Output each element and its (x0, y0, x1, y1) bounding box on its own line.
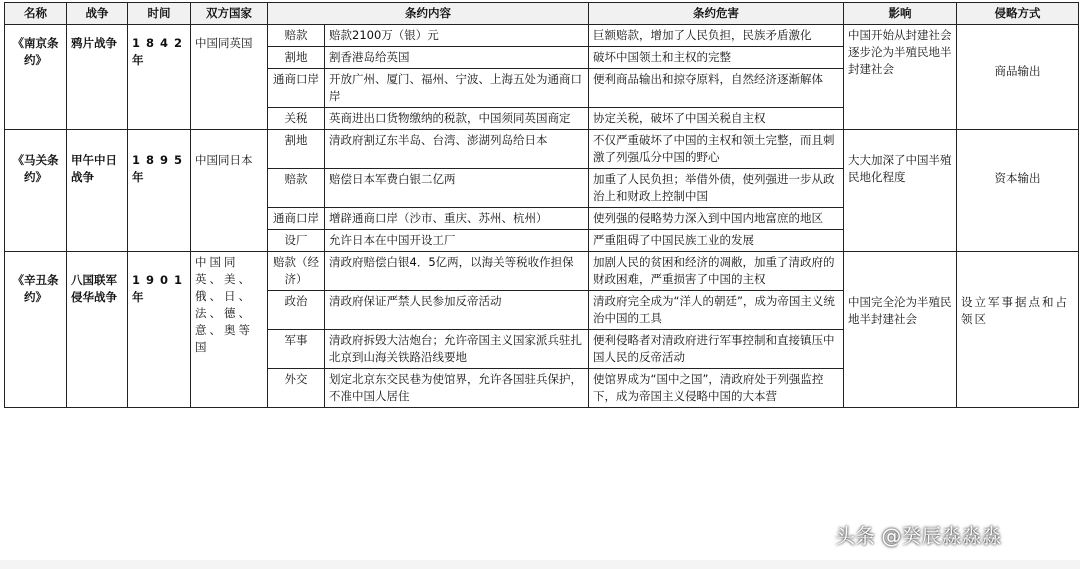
header-impact: 影响 (844, 3, 957, 25)
clause-content: 赔款2100万（银）元 (325, 25, 589, 47)
clause-type: 赔款（经济） (268, 252, 325, 291)
clause-type: 赔款 (268, 25, 325, 47)
clause-content: 允许日本在中国开设工厂 (325, 230, 589, 252)
clause-harm: 巨额赔款，增加了人民负担，民族矛盾激化 (589, 25, 844, 47)
treaty-parties: 中国同日本 (191, 130, 268, 252)
treaty-year: 1895年 (128, 130, 191, 252)
clause-content: 赔偿日本军费白银二亿两 (325, 169, 589, 208)
clause-harm: 清政府完全成为“洋人的朝廷”，成为帝国主义统治中国的工具 (589, 291, 844, 330)
clause-type: 赔款 (268, 169, 325, 208)
header-name: 名称 (5, 3, 67, 25)
clause-type: 割地 (268, 47, 325, 69)
treaty-year: 1842年 (128, 25, 191, 130)
treaty-impact: 中国完全沦为半殖民地半封建社会 (844, 252, 957, 408)
war-name: 甲午中日战争 (67, 130, 128, 252)
treaty-name: 《辛丑条约》 (5, 252, 67, 408)
clause-type: 军事 (268, 330, 325, 369)
war-name: 八国联军侵华战争 (67, 252, 128, 408)
treaty-table (4, 2, 1079, 408)
clause-type: 设厂 (268, 230, 325, 252)
treaty-year: 1901年 (128, 252, 191, 408)
clause-harm: 加重了人民负担；举借外债，使列强进一步从政治上和财政上控制中国 (589, 169, 844, 208)
treaty-impact: 大大加深了中国半殖民地化程度 (844, 130, 957, 252)
header-war: 战争 (67, 3, 128, 25)
treaty-name: 《南京条约》 (5, 25, 67, 130)
clause-type: 外交 (268, 369, 325, 408)
bottom-strip (0, 560, 1080, 569)
treaty-impact: 中国开始从封建社会逐步沦为半殖民地半封建社会 (844, 25, 957, 130)
clause-content: 清政府拆毁大沽炮台；允许帝国主义国家派兵驻扎北京到山海关铁路沿线要地 (325, 330, 589, 369)
clause-harm: 加剧人民的贫困和经济的凋敝，加重了清政府的财政困难，严重损害了中国的主权 (589, 252, 844, 291)
watermark: 头条 @癸辰淼淼淼 (835, 524, 1002, 548)
header-harm: 条约危害 (589, 3, 844, 25)
header-row (5, 3, 1079, 25)
header-mode: 侵略方式 (957, 3, 1079, 25)
clause-type: 通商口岸 (268, 208, 325, 230)
invasion-mode: 商品输出 (957, 25, 1079, 130)
clause-harm: 便利侵略者对清政府进行军事控制和直接镇压中国人民的反帝活动 (589, 330, 844, 369)
table-row (5, 252, 1079, 291)
clause-type: 通商口岸 (268, 69, 325, 108)
treaty-parties: 中国同英、美、俄、日、法、德、意、奥等国 (191, 252, 268, 408)
clause-harm: 便利商品输出和掠夺原料，自然经济逐渐解体 (589, 69, 844, 108)
clause-content: 划定北京东交民巷为使馆界，允许各国驻兵保护，不准中国人居住 (325, 369, 589, 408)
clause-type: 政治 (268, 291, 325, 330)
header-time: 时间 (128, 3, 191, 25)
clause-content: 开放广州、厦门、福州、宁波、上海五处为通商口岸 (325, 69, 589, 108)
clause-type: 割地 (268, 130, 325, 169)
treaty-name: 《马关条约》 (5, 130, 67, 252)
clause-content: 清政府赔偿白银4．5亿两，以海关等税收作担保 (325, 252, 589, 291)
invasion-mode: 资本输出 (957, 130, 1079, 252)
clause-content: 割香港岛给英国 (325, 47, 589, 69)
clause-content: 清政府保证严禁人民参加反帝活动 (325, 291, 589, 330)
clause-type: 关税 (268, 108, 325, 130)
clause-harm: 不仅严重破坏了中国的主权和领土完整，而且刺激了列强瓜分中国的野心 (589, 130, 844, 169)
treaty-parties: 中国同英国 (191, 25, 268, 130)
header-content: 条约内容 (268, 3, 589, 25)
clause-content: 英商进出口货物缴纳的税款，中国须同英国商定 (325, 108, 589, 130)
clause-content: 增辟通商口岸（沙市、重庆、苏州、杭州） (325, 208, 589, 230)
clause-harm: 破坏中国领土和主权的完整 (589, 47, 844, 69)
clause-harm: 严重阻碍了中国民族工业的发展 (589, 230, 844, 252)
clause-content: 清政府割辽东半岛、台湾、澎湖列岛给日本 (325, 130, 589, 169)
war-name: 鸦片战争 (67, 25, 128, 130)
header-parties: 双方国家 (191, 3, 268, 25)
table-row (5, 130, 1079, 169)
clause-harm: 使馆界成为“国中之国”，清政府处于列强监控下，成为帝国主义侵略中国的大本营 (589, 369, 844, 408)
invasion-mode: 设立军事据点和占领区 (957, 252, 1079, 408)
clause-harm: 协定关税，破坏了中国关税自主权 (589, 108, 844, 130)
clause-harm: 使列强的侵略势力深入到中国内地富庶的地区 (589, 208, 844, 230)
table-row (5, 25, 1079, 47)
